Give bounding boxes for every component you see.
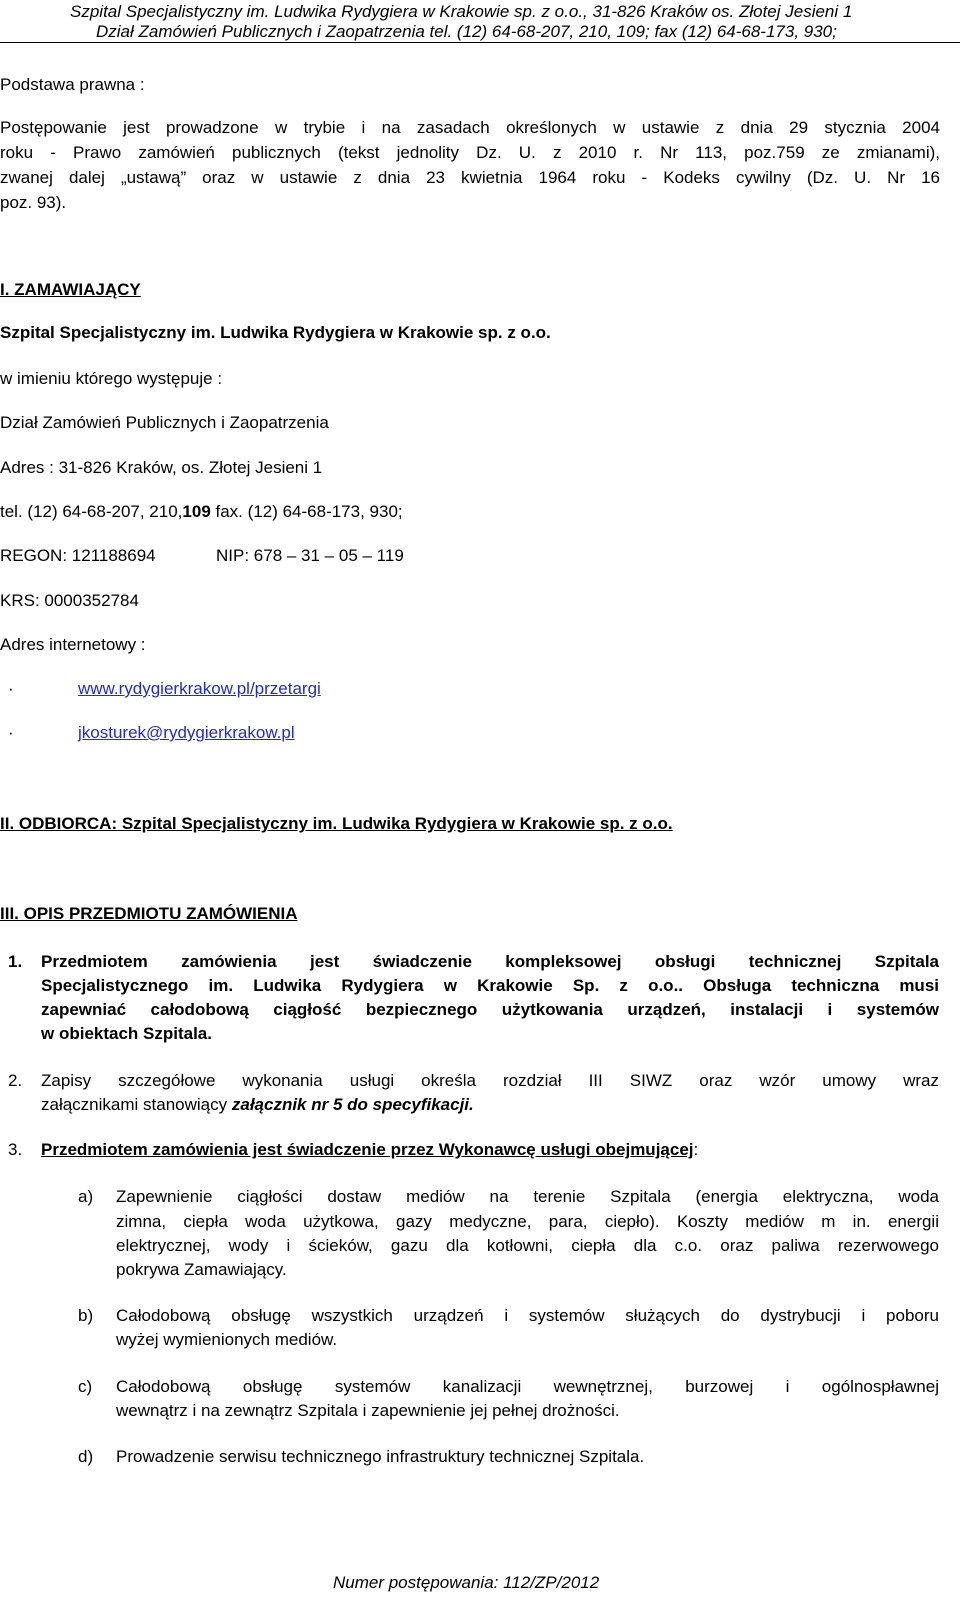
- section-2-line: [0, 814, 673, 834]
- legal-basis-line-3: zwanej dalej „ustawą” oraz w ustawie z dnia 23 kwietnia 1964 roku - Kodeks cywilny (Dz. U. Nr 16: [0, 168, 940, 187]
- subitem-b-line-2: wyżej wymienionych mediów.: [116, 1330, 338, 1349]
- item-3-text: Przedmiotem zamówienia jest świadczenie przez Wykonawcę usługi obejmującej: [41, 1140, 694, 1159]
- phone-text: tel. (12) 64-68-207, 210,: [0, 502, 183, 521]
- section-1-heading: I. ZAMAWIAJĄCY: [0, 280, 141, 299]
- orderer-phone-fax: [0, 502, 403, 522]
- website-item: [78, 679, 321, 699]
- department-name: Dział Zamówień Publicznych i Zaopatrzenia: [0, 413, 329, 432]
- on-behalf-label: w imieniu którego występuje :: [0, 369, 223, 388]
- subitem-c-letter: c): [78, 1377, 93, 1396]
- item-3-number: 3.: [8, 1140, 23, 1159]
- fax-text: fax. (12) 64-68-173, 930;: [210, 502, 403, 521]
- section-2-heading: II. ODBIORCA:: [0, 814, 118, 833]
- orderer-address: Adres : 31-826 Kraków, os. Złotej Jesieni 1: [0, 458, 323, 477]
- bullet: ·: [8, 723, 14, 742]
- section-3-heading: III. OPIS PRZEDMIOTU ZAMÓWIENIA: [0, 904, 298, 923]
- krs-number: KRS: 0000352784: [0, 591, 139, 610]
- legal-basis-line-4: poz. 93).: [0, 193, 67, 212]
- subitem-d-line-1: Prowadzenie serwisu technicznego infrastruktury technicznej Szpitala.: [116, 1447, 645, 1466]
- subitem-a-letter: a): [78, 1187, 94, 1206]
- procedure-number-footer: Numer postępowania: 112/ZP/2012: [333, 1573, 600, 1592]
- item-2-number: 2.: [8, 1071, 23, 1090]
- header-line-2: Dział Zamówień Publicznych i Zaopatrzenia tel. (12) 64-68-207, 210, 109; fax (12) 64-68-173, 930;: [96, 22, 837, 41]
- subitem-c-line-1: Całodobową obsługę systemów kanalizacji wewnętrznej, burzowej i ogólnospławnej: [116, 1377, 939, 1396]
- item-1-line-3: zapewniać całodobową ciągłość bezpiecznego użytkowania urządzeń, instalacji i systemów: [41, 1000, 939, 1019]
- legal-basis-line-1: Postępowanie jest prowadzone w trybie i na zasadach określonych w ustawie z dnia 29 stycznia 2004: [0, 118, 940, 137]
- email-item: [78, 723, 295, 743]
- subitem-d-letter: d): [78, 1447, 94, 1466]
- item-1-line-2: Specjalistycznego im. Ludwika Rydygiera w Krakowie Sp. z o.o.. Obsługa techniczna musi: [41, 976, 939, 995]
- attachment-reference: załącznik nr 5 do specyfikacji.: [231, 1095, 474, 1114]
- item-2-text: załącznikami stanowiący: [41, 1095, 232, 1114]
- regon-number: REGON: 121188694: [0, 546, 156, 565]
- subitem-a-line-4: pokrywa Zamawiający.: [116, 1260, 287, 1279]
- subitem-a-line-3: elektrycznej, wody i ścieków, gazu dla kotłowni, ciepła dla c.o. oraz paliwa rezerwowego: [116, 1236, 939, 1255]
- subitem-a-line-2: zimna, ciepła woda użytkowa, gazy medyczne, para, ciepło). Koszty mediów m in. energii: [116, 1212, 939, 1231]
- recipient-name: Szpital Specjalistyczny im. Ludwika Rydygiera w Krakowie sp. z o.o.: [117, 814, 673, 833]
- item-1-line-1: Przedmiotem zamówienia jest świadczenie kompleksowej obsługi technicznej Szpitala: [41, 952, 939, 971]
- subitem-a-line-1: Zapewnienie ciągłości dostaw mediów na terenie Szpitala (energia elektryczna, woda: [116, 1187, 939, 1206]
- nip-number: NIP: 678 – 31 – 05 – 119: [216, 546, 404, 565]
- item-3-colon: :: [693, 1140, 699, 1159]
- email-link[interactable]: jkosturek@rydygierkrakow.pl: [78, 723, 295, 742]
- item-1-line-4: w obiektach Szpitala.: [41, 1024, 212, 1043]
- subitem-b-letter: b): [78, 1306, 94, 1325]
- subitem-b-line-1: Całodobową obsługę wszystkich urządzeń i systemów służących do dystrybucji i poboru: [116, 1306, 939, 1325]
- item-1-number: 1.: [8, 952, 23, 971]
- subitem-c-line-2: wewnątrz i na zewnątrz Szpitala i zapewnienie jej pełnej drożności.: [116, 1401, 620, 1420]
- bullet: ·: [8, 679, 14, 698]
- item-3-line: [41, 1140, 698, 1160]
- internet-address-label: Adres internetowy :: [0, 635, 146, 654]
- orderer-name: Szpital Specjalistyczny im. Ludwika Rydygiera w Krakowie sp. z o.o.: [0, 323, 551, 342]
- legal-basis-label: Podstawa prawna :: [0, 75, 145, 94]
- phone-extension: 109: [182, 502, 211, 521]
- header-rule: [0, 42, 960, 43]
- item-2-line-1: Zapisy szczegółowe wykonania usługi określa rozdział III SIWZ oraz wzór umowy wraz: [41, 1071, 939, 1090]
- item-2-line-2: [41, 1095, 474, 1115]
- header-line-1: Szpital Specjalistyczny im. Ludwika Rydygiera w Krakowie sp. z o.o., 31-826 Kraków os. Złotej Jesieni 1: [70, 2, 853, 21]
- legal-basis-line-2: roku - Prawo zamówień publicznych (tekst jednolity Dz. U. z 2010 r. Nr 113, poz.759 ze zmianami),: [0, 143, 940, 162]
- website-link[interactable]: www.rydygierkrakow.pl/przetargi: [78, 679, 321, 698]
